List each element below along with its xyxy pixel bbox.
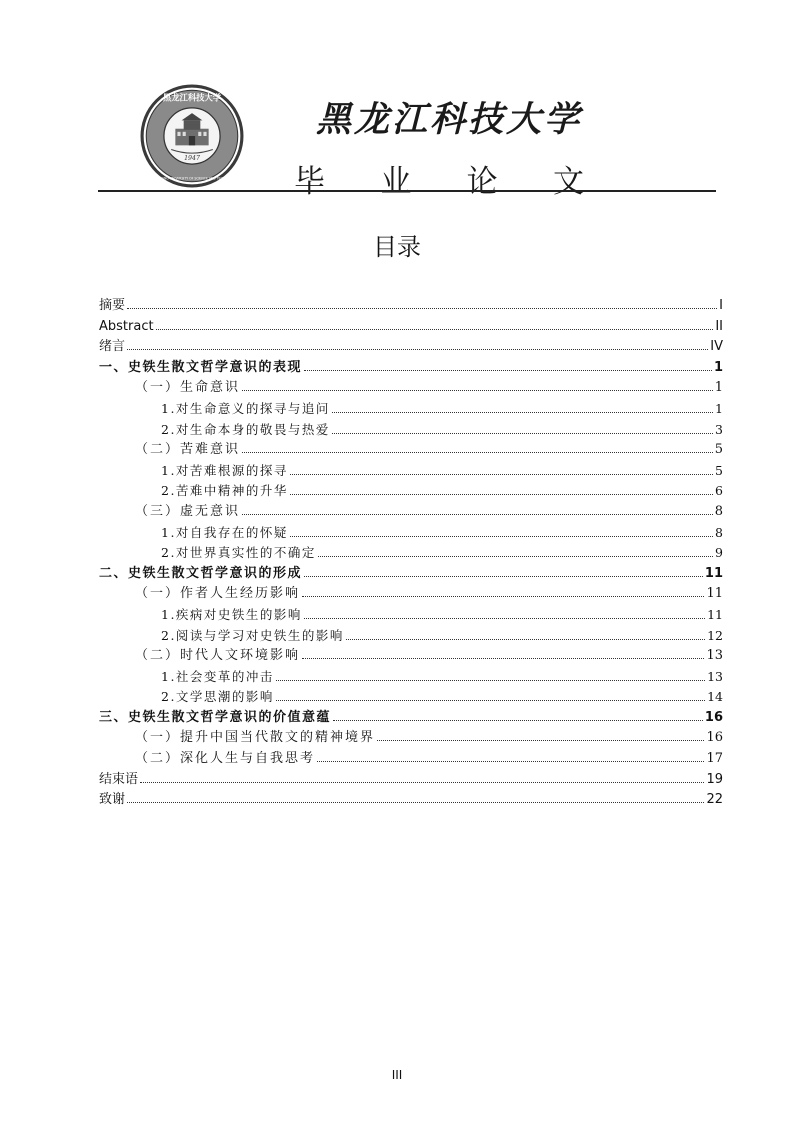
toc-entry-page: 17 — [706, 751, 723, 767]
toc-entry-label: 1.对自我存在的怀疑 — [161, 524, 288, 540]
seal-ring-text: 黑龙江科技大学 — [162, 92, 222, 103]
toc-entry[interactable] — [99, 708, 723, 729]
toc-leader-dots — [290, 474, 713, 475]
toc-entry-page: 16 — [706, 730, 723, 746]
toc-leader-dots — [317, 761, 704, 762]
toc-entry-page: 16 — [704, 709, 723, 725]
page-number: III — [391, 1068, 403, 1082]
toc-entry-page: 5 — [714, 442, 723, 458]
thesis-label-char: 文 — [552, 164, 584, 200]
toc-entry[interactable] — [99, 584, 723, 605]
toc-leader-dots — [346, 639, 705, 640]
toc-entry-label: 2.对生命本身的敬畏与热爱 — [161, 421, 330, 437]
toc-entry-page: 9 — [715, 545, 723, 561]
toc-entry-label: 2.对世界真实性的不确定 — [161, 545, 316, 561]
university-seal — [140, 84, 244, 188]
toc-entry-page: 19 — [706, 771, 723, 787]
toc-entry-label: （二）时代人文环境影响 — [135, 648, 301, 664]
toc-entry[interactable] — [99, 626, 723, 647]
toc-entry-label: 摘要 — [99, 298, 126, 313]
toc-entry-label: 1.对苦难根源的探寻 — [161, 462, 288, 478]
header-rule — [98, 190, 716, 192]
toc-entry[interactable] — [99, 420, 723, 441]
toc-leader-dots — [332, 412, 713, 413]
toc-entry-label: 一、史铁生散文哲学意识的表现 — [99, 359, 303, 375]
toc-entry[interactable] — [99, 605, 723, 626]
toc-leader-dots — [304, 370, 712, 371]
toc-entry-label: 1.对生命意义的探寻与追问 — [161, 400, 330, 416]
toc-entry-page: 12 — [707, 627, 723, 643]
toc-entry-label: Abstract — [99, 318, 154, 334]
toc-entry-page: 14 — [707, 689, 723, 705]
toc-leader-dots — [290, 494, 713, 495]
thesis-label-char: 毕 — [294, 164, 325, 200]
toc-entry-label: （一）提升中国当代散文的精神境界 — [135, 730, 376, 746]
seal-year: 1947 — [184, 154, 200, 162]
toc-entry-label: （二）深化人生与自我思考 — [135, 751, 316, 767]
toc-entry[interactable] — [99, 317, 723, 338]
thesis-label-char: 论 — [466, 164, 498, 200]
toc-entry[interactable] — [99, 687, 723, 708]
toc-leader-dots — [318, 556, 713, 557]
toc-entry[interactable] — [99, 770, 723, 791]
toc-entry-page: 8 — [715, 524, 723, 540]
toc-leader-dots — [304, 576, 703, 577]
toc-leader-dots — [302, 658, 704, 659]
toc-entry[interactable] — [99, 440, 723, 461]
toc-entry-label: 三、史铁生散文哲学意识的价值意蕴 — [99, 709, 332, 725]
toc-entry[interactable] — [99, 749, 723, 770]
thesis-label-char: 业 — [380, 164, 412, 200]
toc-entry-label: （一）生命意识 — [135, 380, 241, 396]
toc-entry[interactable] — [99, 564, 723, 585]
toc-leader-dots — [276, 680, 705, 681]
toc-entry-page: 22 — [706, 792, 723, 808]
toc-leader-dots — [140, 782, 704, 783]
toc-entry[interactable] — [99, 667, 723, 688]
toc-entry[interactable] — [99, 646, 723, 667]
toc-leader-dots — [377, 740, 704, 741]
document-header — [98, 80, 716, 200]
toc-entry[interactable] — [99, 728, 723, 749]
toc-entry[interactable] — [99, 461, 723, 482]
toc-entry[interactable] — [99, 502, 723, 523]
toc-leader-dots — [156, 329, 714, 330]
toc-entry-page: 1 — [713, 359, 723, 375]
toc-entry-page: 13 — [706, 648, 723, 664]
toc-entry[interactable] — [99, 399, 723, 420]
seal-english-text: HEILONGJIANG UNIVERSITY OF SCIENCE AND TECHNOLOGY — [145, 176, 239, 181]
toc-entry[interactable] — [99, 378, 723, 399]
toc-leader-dots — [242, 390, 713, 391]
toc-entry-label: 2.文学思潮的影响 — [161, 689, 274, 705]
toc-entry[interactable] — [99, 790, 723, 811]
toc-leader-dots — [333, 720, 703, 721]
toc-entry-page: 3 — [715, 421, 723, 437]
toc-entry-page: 11 — [707, 606, 723, 622]
toc-entry[interactable] — [99, 523, 723, 544]
toc-entry-label: 2.阅读与学习对史铁生的影响 — [161, 627, 344, 643]
toc-leader-dots — [304, 618, 705, 619]
toc-leader-dots — [127, 308, 717, 309]
toc-entry-page: 6 — [715, 483, 723, 499]
toc-leader-dots — [127, 802, 704, 803]
toc-entry-label: 绪言 — [99, 339, 126, 355]
toc-entry-page: 1 — [714, 380, 723, 396]
toc-entry-page: 8 — [714, 503, 723, 519]
toc-entry-label: （一）作者人生经历影响 — [135, 586, 301, 602]
toc-leader-dots — [127, 349, 708, 350]
toc-leader-dots — [242, 452, 713, 453]
toc-entry-label: 1.社会变革的冲击 — [161, 668, 274, 684]
university-name: 黑龙江科技大学 — [316, 99, 583, 140]
toc-entry-page: 1 — [715, 400, 723, 416]
toc-entry-page: IV — [710, 339, 723, 355]
toc-leader-dots — [242, 514, 713, 515]
toc-entry-label: 1.疾病对史铁生的影响 — [161, 606, 302, 622]
toc-leader-dots — [332, 433, 713, 434]
table-of-contents — [99, 296, 723, 811]
toc-entry[interactable] — [99, 337, 723, 358]
toc-entry-page: I — [719, 298, 723, 313]
toc-entry-label: 结束语 — [99, 771, 139, 787]
toc-entry[interactable] — [99, 358, 723, 379]
toc-entry-page: 11 — [704, 565, 723, 581]
toc-entry[interactable] — [99, 481, 723, 502]
toc-entry-page: 13 — [707, 668, 723, 684]
toc-entry-label: 致谢 — [99, 792, 126, 808]
toc-entry[interactable] — [99, 296, 723, 317]
toc-entry-label: 二、史铁生散文哲学意识的形成 — [99, 565, 303, 581]
toc-entry-label: （二）苦难意识 — [135, 442, 241, 458]
thesis-label — [294, 156, 584, 201]
toc-entry-page: 11 — [706, 586, 723, 602]
toc-entry[interactable] — [99, 543, 723, 564]
toc-leader-dots — [302, 596, 704, 597]
toc-entry-label: 2.苦难中精神的升华 — [161, 483, 288, 499]
toc-leader-dots — [290, 536, 713, 537]
toc-title: 目录 — [373, 233, 421, 261]
toc-entry-page: 5 — [715, 462, 723, 478]
toc-entry-page: II — [715, 318, 723, 334]
toc-entry-label: （三）虚无意识 — [135, 503, 241, 519]
toc-leader-dots — [276, 700, 705, 701]
